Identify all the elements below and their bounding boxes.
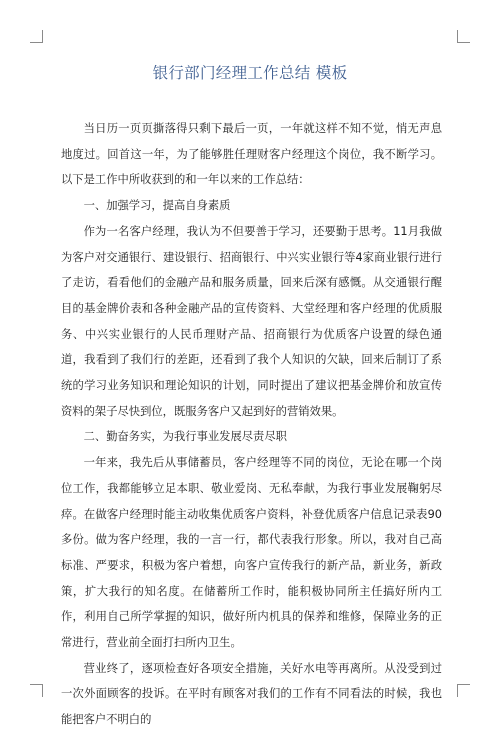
crop-mark-top-right bbox=[457, 30, 470, 43]
closing-paragraph: 营业终了，逐项检查好各项安全措施，关好水电等再离所。从没受到过一次外面顾客的投诉。在平时有顾客对我们的工作有不同看法的时候，我也能把客户不明白的 bbox=[61, 661, 442, 727]
section-heading-1: 一、加强学习，提高自身素质 bbox=[83, 199, 231, 213]
crop-mark-bottom-left bbox=[30, 684, 43, 697]
section-1-paragraph: 作为一名客户经理，我认为不但要善于学习，还要勤于思考。11月我做为客户对交通银行、建设银行、招商银行、中兴实业银行等4家商业银行进行了走访，看看他们的金融产品和服务质量，回来后深有感慨。从交通银行醒目的基金牌价表和各种金融产品的宣传资料、大堂经理和客户经理的优质服务、中兴实业银行的人民币理财产品、招商银行为优质客户设置的绿色通道，我看到了我们行的差距，还看到了我个人知识的欠缺，回来后制订了系统的学习业务知识和理论知识的计划，同时提出了建议把基金牌价和放宣传资料的架子尽快到位，既服务客户又起到好的营销效果。 bbox=[61, 224, 442, 418]
crop-mark-top-left bbox=[30, 30, 43, 43]
document-body bbox=[61, 116, 442, 733]
section-2-paragraph: 一年来，我先后从事储蓄员，客户经理等不同的岗位，无论在哪一个岗位工作，我都能够立足本职、敬业爱岗、无私奉献，为我行事业发展鞠躬尽瘁。在做客户经理时能主动收集优质客户资料，补登优质客户信息记录表90多份。做为客户经理，我的一言一行，都代表我行形象。所以，我对自己高标准、严要求，积极为客户着想，向客户宣传我行的新产品，新业务，新政策，扩大我行的知名度。在储蓄所工作时，能积极协同所主任搞好所内工作，利用自己所学掌握的知识，做好所内机具的保养和维修，保障业务的正常进行，营业前全面打扫所内卫生。 bbox=[61, 456, 442, 650]
crop-mark-bottom-right bbox=[457, 684, 470, 697]
intro-paragraph: 当日历一页页撕落得只剩下最后一页，一年就这样不知不觉，悄无声息地度过。回首这一年，为了能够胜任理财客户经理这个岗位，我不断学习。以下是工作中所收获到的和一年以来的工作总结： bbox=[61, 122, 442, 187]
section-heading-2: 二、勤奋务实，为我行事业发展尽责尽职 bbox=[83, 430, 287, 444]
document-title: 银行部门经理工作总结 模板 bbox=[152, 64, 348, 82]
